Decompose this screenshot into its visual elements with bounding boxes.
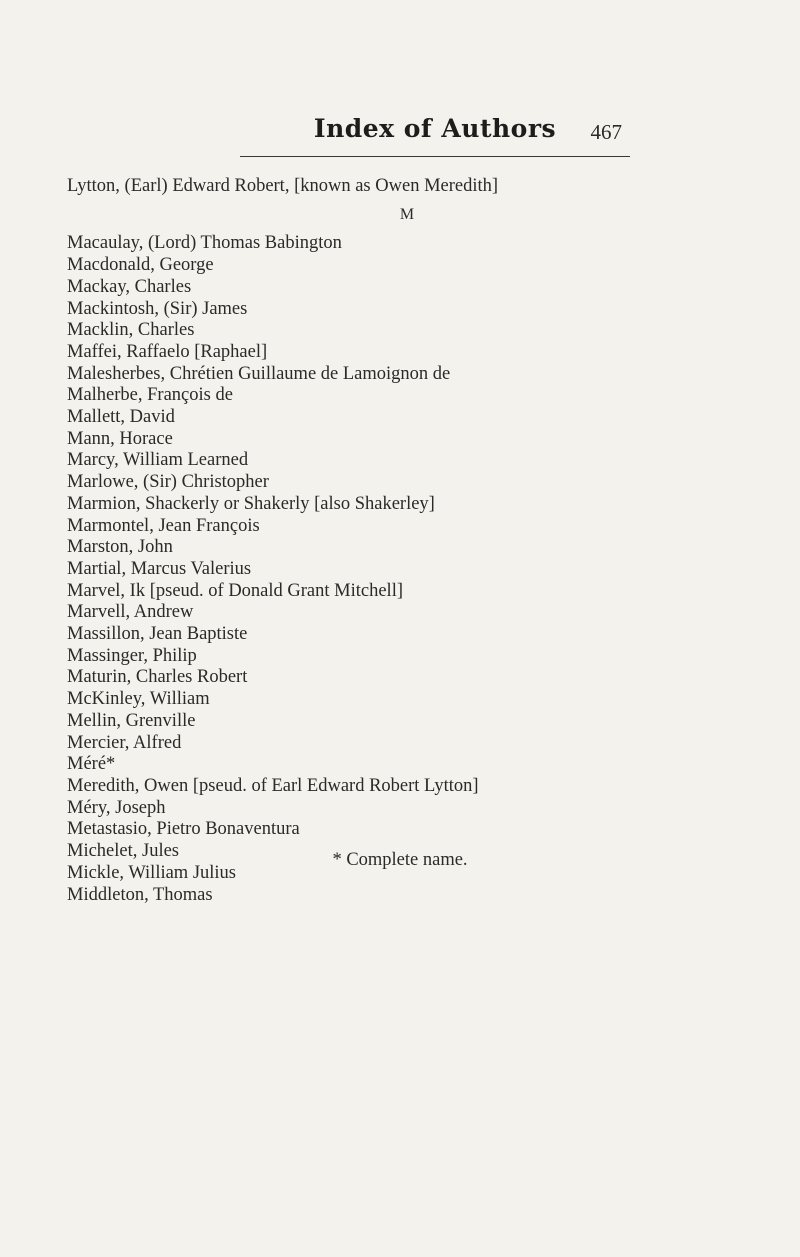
index-entry: Marston, John (67, 537, 173, 558)
index-entry: Metastasio, Pietro Bonaventura (67, 819, 300, 840)
index-entry: Mann, Horace (67, 428, 173, 449)
index-entry: Macklin, Charles (67, 320, 195, 341)
entry-list (67, 233, 747, 906)
index-entry: Méré* (67, 754, 116, 775)
index-entry: Marmontel, Jean François (67, 515, 260, 536)
page-title: Index of Authors (313, 114, 557, 143)
index-entry: Macaulay, (Lord) Thomas Babington (67, 233, 342, 254)
index-entry: Martial, Marcus Valerius (67, 558, 252, 579)
index-entry: Mackintosh, (Sir) James (67, 298, 248, 319)
index-entry: Marmion, Shackerly or Shakerly [also Shakerley] (67, 493, 435, 514)
index-entry: Mellin, Grenville (67, 710, 196, 731)
page-number: 467 (590, 120, 622, 144)
index-entry: Middleton, Thomas (67, 884, 213, 905)
index-entry: Marvel, Ik [pseud. of Donald Grant Mitchell] (67, 580, 403, 601)
index-entry: Marcy, William Learned (67, 450, 249, 471)
index-entry: Maturin, Charles Robert (67, 667, 248, 688)
index-entry: Mackay, Charles (67, 276, 192, 297)
index-entry: Maffei, Raffaelo [Raphael] (67, 341, 268, 362)
index-entry: Macdonald, George (67, 255, 214, 276)
index-entry: Mallett, David (67, 407, 175, 428)
index-entry: Marvell, Andrew (67, 602, 194, 623)
index-entry: Massinger, Philip (67, 645, 197, 666)
running-header (240, 108, 630, 157)
index-entry: Meredith, Owen [pseud. of Earl Edward Robert Lytton] (67, 775, 479, 796)
index-entry: Méry, Joseph (67, 797, 166, 818)
index-entry: Malesherbes, Chrétien Guillaume de Lamoignon de (67, 363, 451, 384)
index-entry: Mickle, William Julius (67, 862, 237, 883)
index-entry: Marlowe, (Sir) Christopher (67, 472, 269, 493)
index-entry: Malherbe, François de (67, 385, 233, 406)
index-entry: McKinley, William (67, 689, 210, 710)
index-entry: Massillon, Jean Baptiste (67, 624, 248, 645)
index-entry: Michelet, Jules (67, 841, 180, 862)
author-index (67, 176, 747, 906)
index-entry: Lytton, (Earl) Edward Robert, [known as Owen Meredith] (67, 176, 499, 196)
index-entry: Mercier, Alfred (67, 732, 182, 753)
footnote: * Complete name. (332, 850, 468, 870)
section-letter: M (399, 205, 415, 223)
